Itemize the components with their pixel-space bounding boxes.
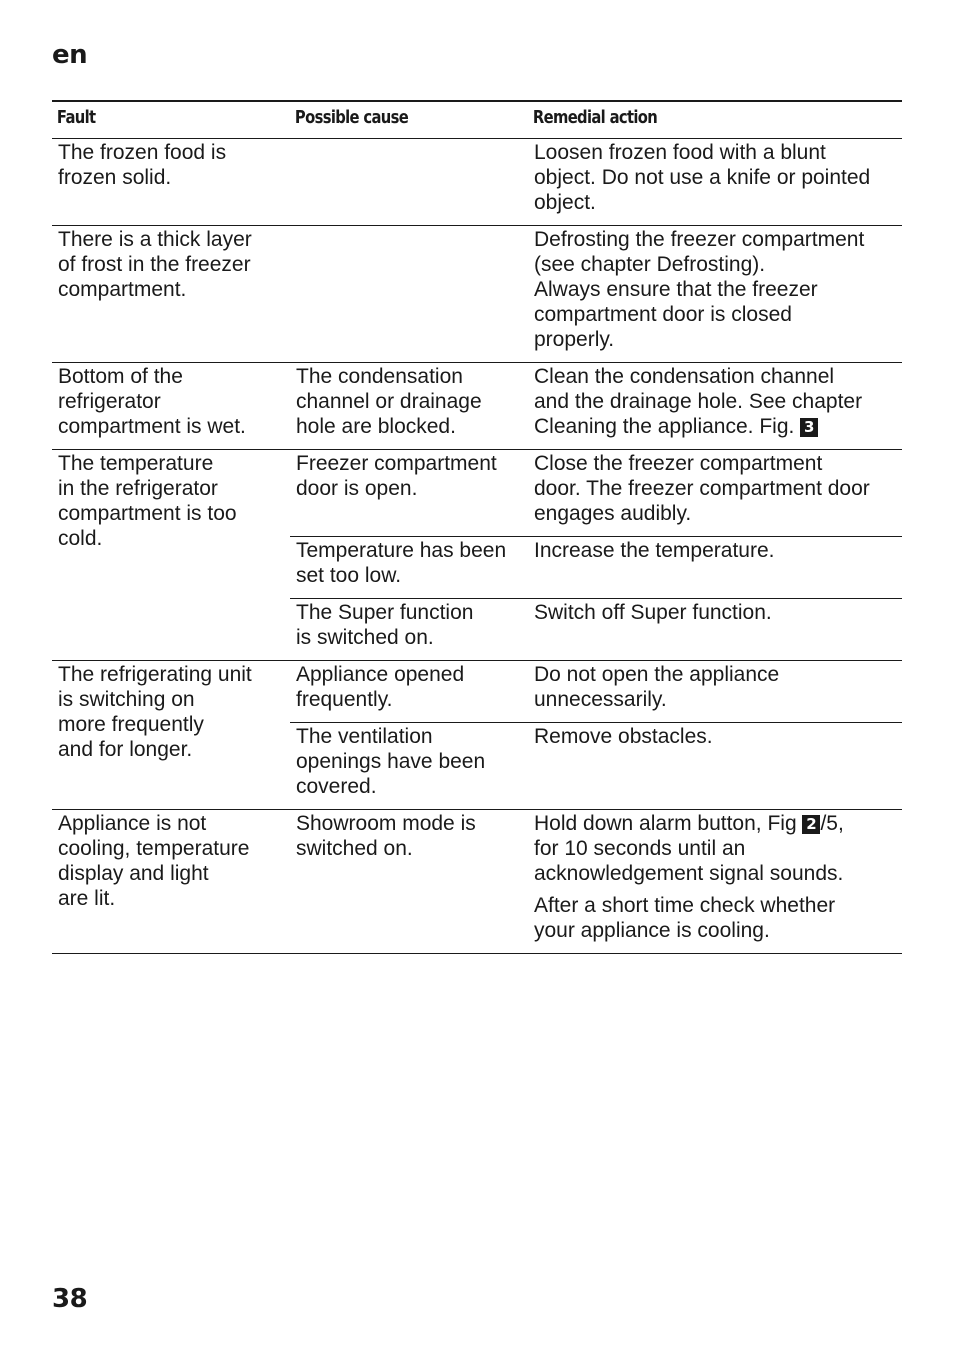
header-action-label: Remedial action xyxy=(532,106,658,128)
table-row xyxy=(52,450,902,537)
fault-cell: Appliance is not cooling, temperature display and light are lit. xyxy=(52,810,290,954)
header-remedial-action xyxy=(528,101,835,139)
figure-reference-badge: 2 xyxy=(802,815,820,834)
action-cell: Defrosting the freezer compartment (see chapter Defrosting). Always ensure that the freezer compartment door is closed properly. xyxy=(528,226,902,363)
action-text-continued: /5, for 10 seconds until an acknowledgement signal sounds. xyxy=(534,812,844,885)
fault-cell: There is a thick layer of frost in the freezer compartment. xyxy=(52,226,290,363)
action-text: Clean the condensation channel and the drainage hole. See chapter Cleaning the appliance. Fig. xyxy=(534,365,863,438)
fault-cell: The temperature in the refrigerator compartment is too cold. xyxy=(52,450,290,661)
cause-cell: The ventilation openings have been covered. xyxy=(290,723,528,810)
header-fault-label: Fault xyxy=(56,106,96,128)
cause-cell: The condensation channel or drainage hole are blocked. xyxy=(290,363,528,450)
fault-cell: Bottom of the refrigerator compartment is wet. xyxy=(52,363,290,450)
language-code: en xyxy=(52,40,88,70)
troubleshooting-table xyxy=(52,100,902,954)
table-header-row xyxy=(52,101,902,139)
table-row xyxy=(52,810,902,954)
action-cell: Switch off Super function. xyxy=(528,599,902,661)
action-second-paragraph: After a short time check whether your appliance is cooling. xyxy=(534,894,836,942)
fault-cell: The refrigerating unit is switching on more frequently and for longer. xyxy=(52,661,290,810)
cause-cell: Temperature has been set too low. xyxy=(290,537,528,599)
page-number: 38 xyxy=(52,1284,88,1314)
action-text: Hold down alarm button, Fig xyxy=(534,812,803,835)
fault-cell: The frozen food is frozen solid. xyxy=(52,139,290,226)
cause-cell: Freezer compartment door is open. xyxy=(290,450,528,537)
action-cell: Close the freezer compartment door. The freezer compartment door engages audibly. xyxy=(528,450,902,537)
action-cell: Loosen frozen food with a blunt object. Do not use a knife or pointed object. xyxy=(528,139,902,226)
table-row xyxy=(52,139,902,226)
header-possible-cause xyxy=(290,101,485,139)
cause-cell xyxy=(290,226,528,363)
table-row xyxy=(52,661,902,723)
action-cell xyxy=(528,810,902,954)
cause-cell xyxy=(290,139,528,226)
cause-cell: Showroom mode is switched on. xyxy=(290,810,528,954)
figure-reference-badge: 3 xyxy=(800,418,818,437)
action-cell: Do not open the appliance unnecessarily. xyxy=(528,661,902,723)
action-cell: Remove obstacles. xyxy=(528,723,902,810)
cause-cell: Appliance opened frequently. xyxy=(290,661,528,723)
table-row xyxy=(52,363,902,450)
header-cause-label: Possible cause xyxy=(294,106,409,128)
cause-cell: The Super function is switched on. xyxy=(290,599,528,661)
action-cell: Increase the temperature. xyxy=(528,537,902,599)
action-cell xyxy=(528,363,902,450)
header-fault xyxy=(52,101,247,139)
table-row xyxy=(52,226,902,363)
